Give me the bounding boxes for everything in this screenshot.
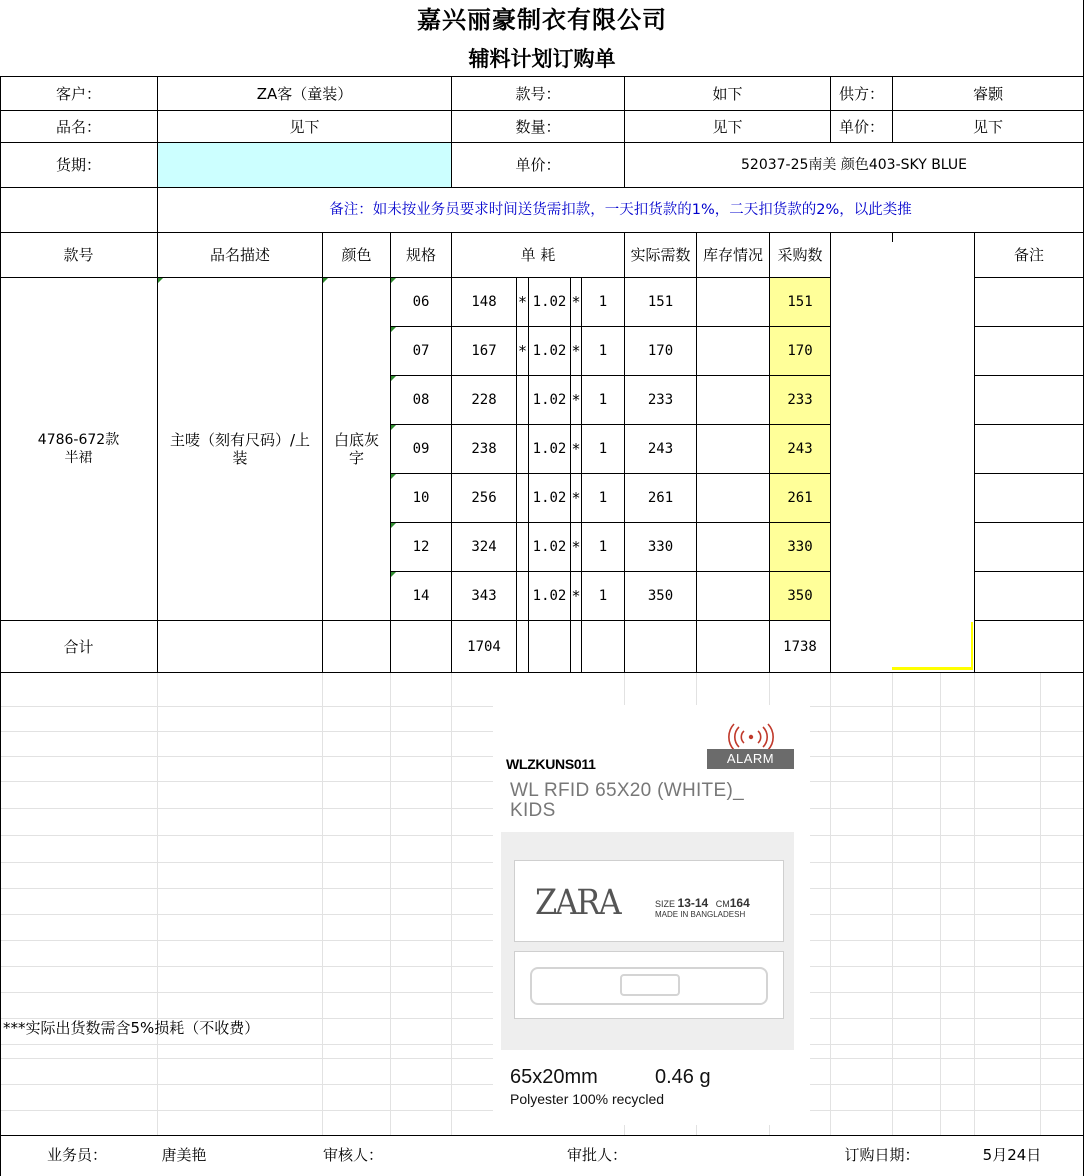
actual-need-cell: 350 (647, 588, 674, 604)
multiply-sign-2: * (571, 342, 581, 360)
col-header-color: 颜色 (341, 246, 372, 264)
total-label: 合计 (63, 637, 94, 656)
loss-factor-cell: 1.02 (532, 343, 567, 359)
size-cell: 09 (412, 441, 430, 457)
multiplier-cell: 1 (598, 294, 608, 310)
loss-note: ***实际出货数需含5%损耗（不收费） (3, 1019, 260, 1037)
label-made-in: MADE IN BANGLADESH (655, 910, 746, 919)
size-cell: 12 (412, 539, 430, 555)
unit-price-2-label: 单价： (515, 156, 561, 174)
unit-price-2-value: 52037-25南美 颜色403-SKY BLUE (741, 157, 967, 173)
reviewer-label: 审核人： (322, 1146, 383, 1164)
stock-cell (697, 327, 769, 375)
multiply-sign-2: * (571, 489, 581, 507)
style-number-cell: 4786-672款 半裙 (37, 432, 120, 466)
multiply-sign-1 (517, 572, 528, 620)
purchase-qty-cell: 330 (787, 539, 813, 555)
comment-marker (391, 523, 396, 528)
company-name: 嘉兴丽豪制衣有限公司 (417, 5, 667, 34)
loss-factor-cell: 1.02 (532, 490, 567, 506)
multiply-sign-2: * (571, 538, 581, 556)
multiply-sign-1: * (517, 293, 528, 311)
total-quantity: 1704 (467, 638, 501, 655)
label-product-name: WL RFID 65X20 (WHITE)_ KIDS (510, 780, 744, 821)
stock-cell (697, 572, 769, 620)
comment-marker (391, 474, 396, 479)
style-no-label: 款号： (515, 84, 561, 103)
size-cell: 14 (412, 588, 430, 604)
size-cell: 10 (412, 490, 430, 506)
purchase-qty-cell: 233 (787, 392, 813, 408)
order-qty-cell: 238 (471, 441, 497, 457)
purchase-qty-cell: 243 (787, 441, 813, 457)
purchase-qty-cell: 170 (787, 343, 813, 359)
multiply-sign-1: * (517, 342, 528, 360)
customer-value: ZA客（童装） (256, 84, 353, 103)
stock-cell (697, 425, 769, 473)
approver-value[interactable] (638, 1140, 788, 1170)
purchase-qty-cell: 151 (787, 294, 813, 310)
multiply-sign-2: * (571, 587, 581, 605)
label-dimensions: 65x20mm (510, 1066, 598, 1088)
loss-factor-cell: 1.02 (532, 539, 567, 555)
size-cell: 08 (412, 392, 430, 408)
label-weight: 0.46 g (655, 1066, 711, 1088)
multiply-sign-2: * (571, 391, 581, 409)
item-name-label: 品名： (55, 117, 101, 136)
sales-label: 业务员： (46, 1146, 107, 1164)
total-purchase: 1738 (783, 638, 817, 655)
col-header-size: 规格 (405, 246, 436, 264)
customer-label: 客户： (55, 84, 101, 103)
multiply-sign-1 (517, 474, 528, 522)
purchase-qty-cell: 350 (787, 588, 813, 604)
col-header-note: 备注 (1013, 246, 1044, 264)
col-header-style: 款号 (63, 246, 94, 264)
comment-marker (391, 376, 396, 381)
remark-text: 备注：如未按业务员要求时间送货需扣款，一天扣货款的1%，二天扣货款的2%，以此类推 (329, 202, 912, 218)
multiply-sign-1 (517, 425, 528, 473)
multiply-sign-2: * (571, 293, 581, 311)
reviewer-value[interactable] (394, 1140, 544, 1170)
unit-price-value: 见下 (972, 117, 1003, 136)
comment-marker (391, 572, 396, 577)
label-material: Polyester 100% recycled (510, 1091, 665, 1107)
multiply-sign-2: * (571, 440, 581, 458)
form-title: 辅料计划订购单 (468, 46, 616, 71)
multiplier-cell: 1 (598, 588, 608, 604)
quantity-label: 数量： (515, 117, 561, 136)
multiplier-cell: 1 (598, 343, 608, 359)
loss-factor-cell: 1.02 (532, 294, 567, 310)
approver-label: 审批人： (566, 1146, 627, 1164)
sales-value: 唐美艳 (161, 1146, 207, 1164)
alarm-badge-text: ALARM (726, 751, 775, 766)
supplier-value: 睿颢 (972, 84, 1003, 103)
loss-factor-cell: 1.02 (532, 392, 567, 408)
size-cell: 07 (412, 343, 430, 359)
order-date-label: 订购日期： (844, 1146, 920, 1164)
col-header-desc: 品名描述 (209, 246, 270, 264)
order-qty-cell: 324 (471, 539, 497, 555)
purchase-qty-cell: 261 (787, 490, 813, 506)
comment-marker (391, 327, 396, 332)
supplier-label: 供方： (838, 84, 884, 103)
description-cell: 主唛（刻有尺码）/上装 (169, 431, 311, 467)
actual-need-cell: 170 (647, 343, 674, 359)
multiplier-cell: 1 (598, 392, 608, 408)
actual-need-cell: 330 (647, 539, 674, 555)
actual-need-cell: 261 (647, 490, 674, 506)
color-cell: 白底灰字 (333, 431, 379, 467)
multiply-sign-1 (517, 523, 528, 571)
delivery-label: 货期： (55, 156, 101, 174)
alarm-wave-icon (727, 723, 775, 751)
order-date-value: 5月24日 (982, 1146, 1042, 1164)
stock-cell (697, 523, 769, 571)
stock-cell (697, 474, 769, 522)
multiplier-cell: 1 (598, 539, 608, 555)
order-qty-cell: 256 (471, 490, 497, 506)
quantity-value: 见下 (712, 117, 743, 136)
col-header-stock: 库存情况 (702, 246, 763, 264)
order-qty-cell: 148 (471, 294, 497, 310)
actual-need-cell: 243 (647, 441, 674, 457)
unit-price-label: 单价： (838, 117, 884, 136)
stock-cell (697, 376, 769, 424)
comment-marker (391, 425, 396, 430)
loss-factor-cell: 1.02 (532, 588, 567, 604)
label-brand-logo: ZARA (535, 881, 620, 923)
order-qty-cell: 167 (471, 343, 497, 359)
order-qty-cell: 228 (471, 392, 497, 408)
size-cell: 06 (412, 294, 430, 310)
multiplier-cell: 1 (598, 441, 608, 457)
order-qty-cell: 343 (471, 588, 497, 604)
stock-cell (697, 278, 769, 326)
loss-factor-cell: 1.02 (532, 441, 567, 457)
rfid-inlay (514, 951, 784, 1019)
label-code: WLZKUNS011 (506, 756, 596, 772)
style-no-value: 如下 (712, 84, 743, 103)
rfid-label-card (493, 705, 810, 1125)
col-header-purchase: 采购数 (777, 246, 823, 264)
item-name-value: 见下 (289, 117, 320, 136)
label-size-line: SIZE 13-14 CM164 (655, 896, 750, 910)
multiply-sign-1 (517, 376, 528, 424)
col-header-consumption: 单 耗 (520, 246, 556, 264)
delivery-value[interactable] (158, 143, 451, 187)
multiplier-cell: 1 (598, 490, 608, 506)
actual-need-cell: 151 (647, 294, 674, 310)
col-header-actual: 实际需数 (630, 246, 691, 264)
actual-need-cell: 233 (647, 392, 674, 408)
comment-marker (391, 278, 396, 283)
